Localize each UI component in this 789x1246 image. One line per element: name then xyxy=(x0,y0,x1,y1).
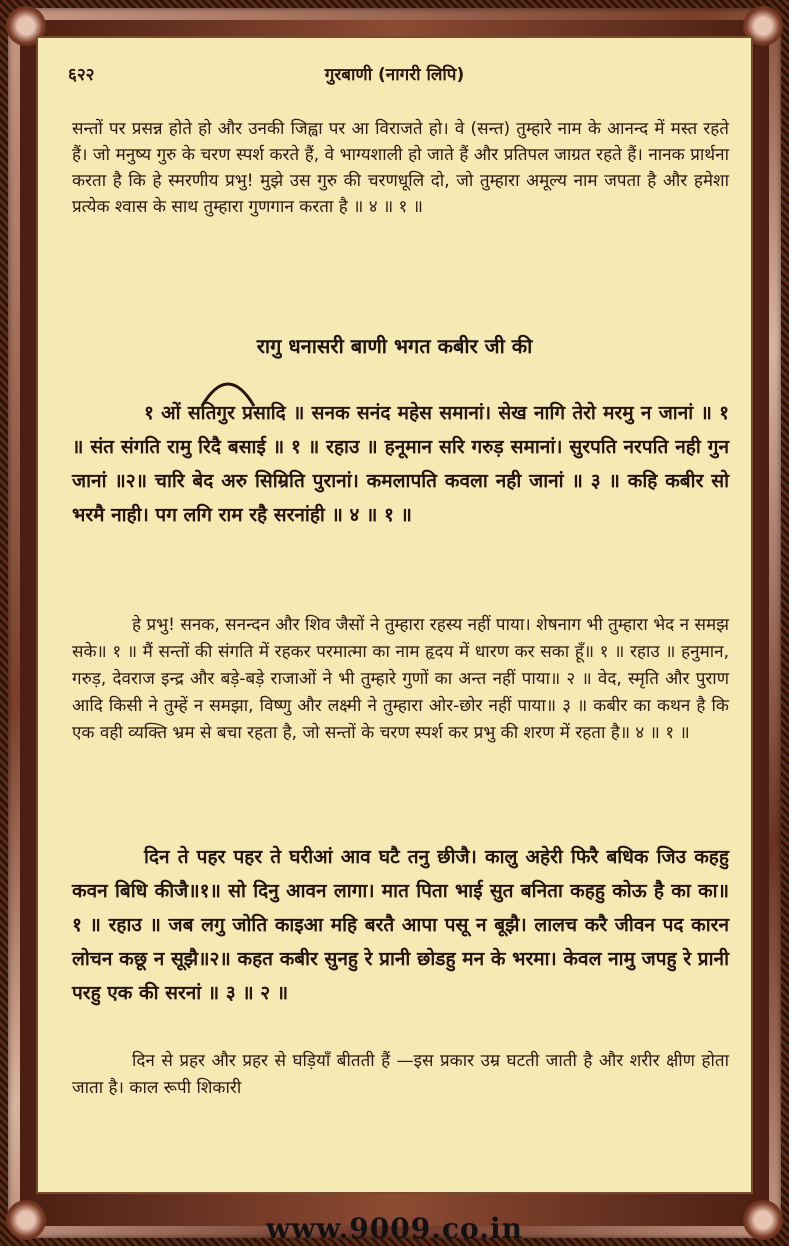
gurbani-verse: दिन ते पहर पहर ते घरीआं आव घटै तनु छीजै। कालु अहेरी फिरै बधिक जिउ कहहु कवन बिधि कीजै॥१॥ सो दिनु आवन लागा। मात पिता भाई सुत बनिता कहहु कोऊ है का का॥ १ ॥ रहाउ ॥ जब लगु जोति काइआ महि बरतै आपा पसू न बूझै। लालच करै जीवन पद कारन लोचन कछू न सूझै॥२॥ कहत कबीर सुनहु रे प्रानी छोडहु मन के भरमा। केवल नामु जपहु रे प्रानी परहु एक की सरनां ॥ ३ ॥ २ ॥ xyxy=(72,846,729,1004)
page-number: ६२२ xyxy=(68,65,95,85)
page-header xyxy=(68,62,721,90)
translation-paragraph: सन्तों पर प्रसन्न होते हो और उनकी जिह्वा पर आ विराजते हो। वे (सन्त) तुम्हारे नाम के आनन्द में मस्त रहते हैं। जो मनुष्य गुरु के चरण स्पर्श करते हैं, वे भाग्यशाली हो जाते हैं और प्रतिपल जाग्रत रहते हैं। नानक प्रार्थना करता है कि हे स्मरणीय प्रभु! मुझे उस गुरु की चरणधूलि दो, जो तुम्हारा अमूल्य नाम जपता है और हमेशा प्रत्येक श्वास के साथ तुम्हारा गुणगान करता है ॥ ४ ॥ १ ॥ xyxy=(72,119,730,217)
running-title: गुरबाणी (नागरी लिपि) xyxy=(324,65,465,85)
translation-paragraph: हे प्रभु! सनक, सनन्दन और शिव जैसों ने तुम्हारा रहस्य नहीं पाया। शेषनाग भी तुम्हारा भेद न समझ सके॥ १ ॥ मैं सन्तों की संगति में रहकर परमात्मा का नाम हृदय में धारण कर सका हूँ॥ १ ॥ रहाउ ॥ हनुमान, गरुड़, देवराज इन्द्र और बड़े-बड़े राजाओं ने भी तुम्हारे गुणों का अन्त नहीं पाया॥ २ ॥ वेद, स्मृति और पुराण आदि किसी ने तुम्हें न समझा, विष्णु और लक्ष्मी ने तुम्हारा ओर-छोर नहीं पाया॥ ३ ॥ कबीर का कथन है कि एक वही व्यक्ति भ्रम से बचा रहता है, जो सन्तों के चरण स्पर्श कर प्रभु की शरण में रहता है॥ ४ ॥ १ ॥ xyxy=(72,615,729,743)
gurbani-verse: १ ओं सतिगुर प्रसादि ॥ सनक सनंद महेस समानां। सेख नागि तेरो मरमु न जानां ॥ १ ॥ संत संगति रामु रिदै बसाई ॥ १ ॥ रहाउ ॥ हनूमान सरि गरुड़ समानां। सुरपति नरपति नही गुन जानां ॥२॥ चारि बेद अरु सिम्रिति पुरानां। कमलापति कवला नही जानां ॥ ३ ॥ कहि कबीर सो भरमै नाही। पग लगि राम रहै सरनांही ॥ ४ ॥ १ ॥ xyxy=(72,402,729,526)
section-heading: रागु धनासरी बाणी भगत कबीर जी की xyxy=(256,334,533,358)
website-footer: www.9009.co.in xyxy=(266,1212,523,1245)
translation-paragraph: दिन से प्रहर और प्रहर से घड़ियाँ बीतती हैं —इस प्रकार उम्र घटती जाती है और शरीर क्षीण होता जाता है। काल रूपी शिकारी xyxy=(72,1051,729,1098)
book-page xyxy=(36,36,753,1194)
